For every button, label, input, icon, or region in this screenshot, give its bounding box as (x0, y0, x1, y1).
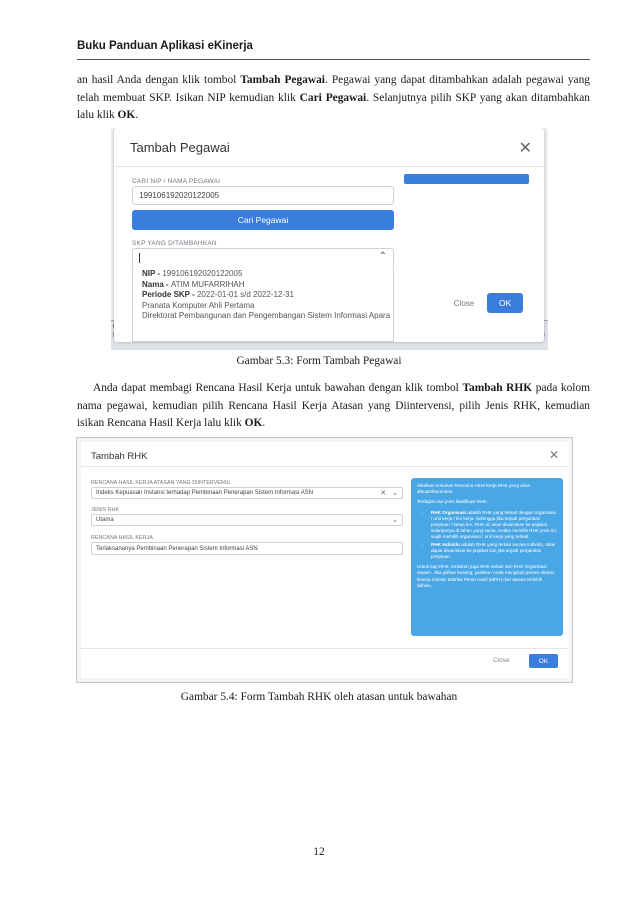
divider (81, 466, 569, 467)
tambah-pegawai-modal (114, 128, 544, 342)
skp-select[interactable] (132, 248, 394, 267)
ok-button[interactable]: OK (529, 654, 558, 668)
figure-tambah-pegawai (111, 128, 548, 350)
paragraph-tambah-pegawai: an hasil Anda dengan klik tombol Tambah Pegawai. Pegawai yang dapat ditambahkan adalah pegawai yang telah membuat SKP. Isikan NIP kemudian klik Cari Pegawai. Selanjutnya pilih SKP yang akan ditambahkan lalu klik OK. (77, 74, 591, 122)
page-number: 12 (313, 846, 325, 858)
option-jabatan: Pranata Komputer Ahli Pertama (142, 300, 255, 310)
info-box (411, 478, 563, 636)
info-item: • RHK Individu adalah RHK yang terkait secara individu, tidak dapat diwariskan ke pejabat lain jika terjadi pergantian pimpinan. (431, 542, 557, 561)
clear-icon[interactable]: ✕ (380, 490, 387, 497)
modal-title: Tambah RHK (91, 451, 148, 462)
info-list (417, 510, 557, 561)
rhk-atasan-select[interactable] (91, 487, 403, 499)
secondary-button[interactable] (404, 174, 529, 184)
divider (81, 648, 569, 649)
close-button[interactable]: Close (453, 298, 475, 308)
ok-button[interactable]: OK (487, 293, 523, 313)
figure-caption: Gambar 5.4: Form Tambah RHK oleh atasan untuk bawahan (180, 691, 458, 703)
info-text: Silahkan tentukan Rencana Hasil Kerja RHK yang akan dibuat/diturunkan. (417, 483, 531, 495)
option-periode: Periode SKP - 2022-01-01 s/d 2022-12-31 (142, 290, 294, 299)
paragraph-tambah-rhk: Anda dapat membagi Rencana Hasil Kerja untuk bawahan dengan klik tombol Tambah RHK pada kolom nama pegawai, kemudian pilih Rencana Hasil Kerja Atasan yang Diintervensi, pilih Jenis RHK, kemudian isikan Rencana Hasil Kerja lalu klik OK. (77, 382, 590, 430)
text-cursor (139, 253, 140, 263)
skp-option[interactable] (132, 266, 394, 342)
divider (114, 166, 544, 167)
figure-caption: Gambar 5.3: Form Tambah Pegawai (236, 355, 402, 367)
search-input[interactable] (132, 186, 394, 205)
tambah-rhk-modal (81, 442, 569, 678)
close-icon[interactable]: ✕ (518, 140, 532, 157)
jenis-rhk-label: JENIS RHK (91, 507, 120, 513)
info-text: Terdapat dua jenis klasifikasi RHK: (417, 499, 488, 505)
jenis-rhk-value: Utama (96, 517, 114, 523)
search-value: 199106192020122005 (139, 191, 220, 200)
running-header: Buku Panduan Aplikasi eKinerja (77, 40, 590, 60)
jenis-rhk-select[interactable] (91, 514, 403, 526)
skp-label: SKP YANG DITAMBAHKAN (132, 240, 217, 247)
rhk-value: Terlaksananya Pembinaan Penerapan Sistem Informasi ASN (96, 545, 258, 552)
close-icon[interactable]: ✕ (548, 448, 559, 462)
modal-title: Tambah Pegawai (130, 140, 230, 155)
cari-pegawai-button[interactable]: Cari Pegawai (132, 210, 394, 230)
rhk-atasan-value: Indeks Kepuasan Instansi terhadap Pembinaan Penerapan Sistem Informasi ASN (96, 490, 314, 496)
rhk-atasan-label: RENCANA HASIL KERJA ATASAN YANG DIINTERVENSI (91, 480, 230, 486)
option-unit: Direktorat Pembangunan dan Pengembangan Sistem Informasi Apara (142, 311, 391, 320)
rhk-input[interactable] (91, 542, 403, 555)
figure-tambah-rhk (76, 437, 573, 683)
chevron-down-icon[interactable]: ⌄ (392, 517, 398, 524)
chevron-down-icon[interactable]: ⌄ (392, 490, 398, 497)
chevron-up-icon[interactable]: ⌃ (378, 251, 387, 262)
search-label: CARI NIP / NAMA PEGAWAI (132, 178, 221, 185)
option-nama: Nama - ATIM MUFARRIHAH (142, 279, 245, 289)
option-nip: NIP - 199106192020122005 (142, 269, 243, 278)
info-text: Untuk tiap RHK, tentukan juga RHK terkait dari RHK Organisasi atasan. Jika pilihan kosong, pastikan Anda mengikuti proses distusi kinerja melalui Matriks Peran Hasil (MPH) dari atasan terlebih dahulu. (417, 564, 554, 588)
rhk-label: RENCANA HASIL KERJA (91, 535, 153, 541)
close-button[interactable]: Close (493, 657, 510, 664)
info-item: • RHK Organisasi adalah RHK yang terkait dengan organisasi / unit kerja / tim kerja. Sehingga jika terjadi pergantian pimpinan / ketua tim, RHK ini akan diwariskan ke pejabat selanjutnya di tahun yang sama. Ketika memilih RHK jenis ini, wajib memilih organisasi / unit kerja yang terkait. (431, 510, 557, 541)
